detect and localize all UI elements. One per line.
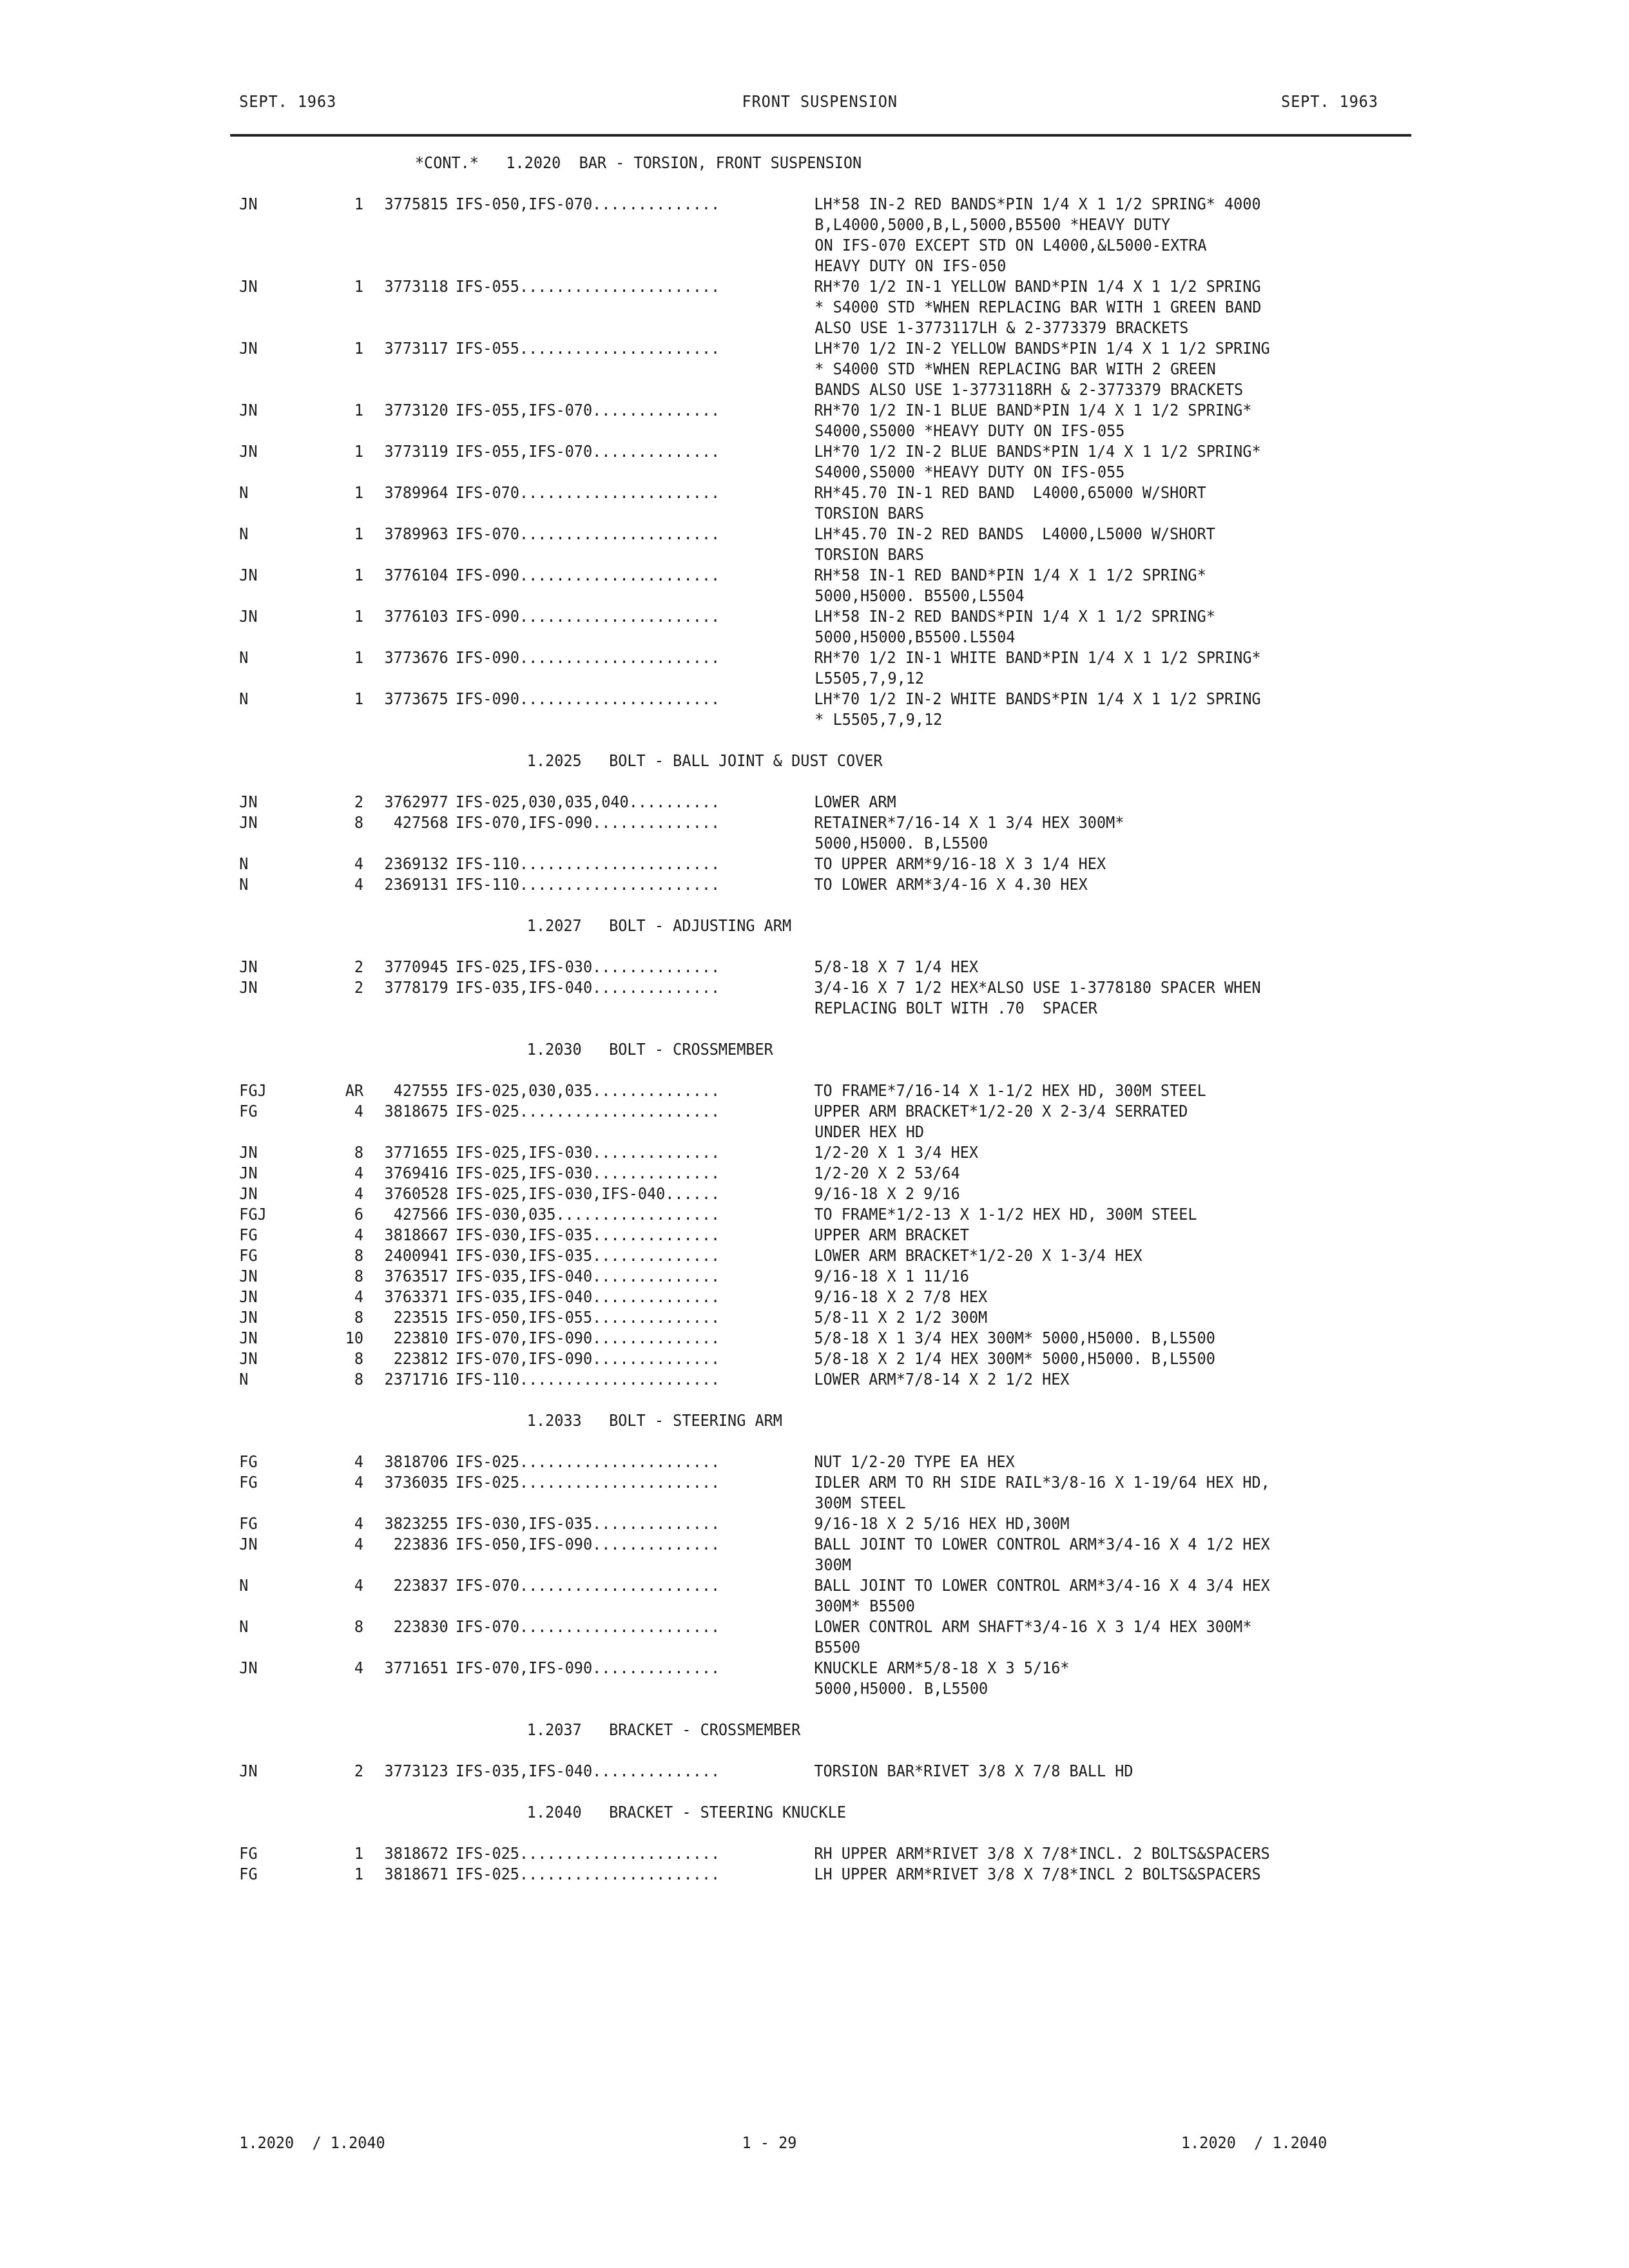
description-continuation: L5505,7,9,12 (815, 669, 925, 687)
model-list: IFS-035,IFS-040.............. (455, 978, 720, 997)
part-description: TO LOWER ARM*3/4-16 X 4.30 HEX (814, 875, 1088, 894)
part-description: 9/16-18 X 2 9/16 (814, 1184, 960, 1203)
part-row (239, 1575, 1596, 1596)
part-number: 223515 (393, 1308, 448, 1327)
part-number: 223810 (393, 1329, 448, 1347)
part-number: 3763517 (384, 1267, 448, 1285)
part-number: 3760528 (384, 1184, 448, 1203)
application-code: JN (239, 1287, 258, 1306)
model-list: IFS-035,IFS-040.............. (455, 1287, 720, 1306)
model-list: IFS-025,IFS-030.............. (455, 1164, 720, 1182)
section-spacer (239, 173, 1596, 194)
quantity: 8 (354, 1246, 363, 1265)
quantity: AR (345, 1081, 363, 1100)
part-number: 3736035 (384, 1473, 448, 1492)
part-row (239, 524, 1596, 544)
model-list: IFS-035,IFS-040.............. (455, 1267, 720, 1285)
parts-list (239, 153, 1596, 1885)
part-number: 223837 (393, 1576, 448, 1595)
part-description: NUT 1/2-20 TYPE EA HEX (814, 1452, 1015, 1471)
quantity: 4 (354, 875, 363, 894)
part-row (239, 194, 1596, 215)
part-number: 3773117 (384, 339, 448, 358)
part-description: TO FRAME*1/2-13 X 1-1/2 HEX HD, 300M STEEL (814, 1205, 1197, 1224)
quantity: 4 (354, 1225, 363, 1244)
part-description: RETAINER*7/16-14 X 1 3/4 HEX 300M* (814, 813, 1124, 832)
application-code: JN (239, 1184, 258, 1203)
application-code: JN (239, 1329, 258, 1347)
section-spacer (239, 1740, 1596, 1761)
part-row (239, 1658, 1596, 1678)
quantity: 1 (354, 277, 363, 296)
part-row (239, 1266, 1596, 1287)
model-list: IFS-070...................... (455, 524, 720, 543)
model-list: IFS-025...................... (455, 1452, 720, 1471)
description-continuation: REPLACING BOLT WITH .70 SPACER (815, 999, 1097, 1017)
part-number: 3776104 (384, 566, 448, 584)
part-row (239, 1204, 1596, 1225)
part-number: 3773120 (384, 401, 448, 419)
description-continuation: 300M STEEL (815, 1494, 906, 1512)
section-spacer (239, 771, 1596, 792)
part-description: 5/8-11 X 2 1/2 300M (814, 1308, 988, 1327)
quantity: 8 (354, 1143, 363, 1162)
quantity: 8 (354, 1349, 363, 1368)
part-description: LH*70 1/2 IN-2 YELLOW BANDS*PIN 1/4 X 1 1/2 SPRING (814, 339, 1270, 358)
part-number: 2371716 (384, 1370, 448, 1389)
part-description: TORSION BAR*RIVET 3/8 X 7/8 BALL HD (814, 1762, 1133, 1780)
part-row (239, 606, 1596, 627)
quantity: 1 (354, 401, 363, 419)
quantity: 1 (354, 648, 363, 667)
part-number: 3789963 (384, 524, 448, 543)
part-description: LOWER ARM*7/8-14 X 2 1/2 HEX (814, 1370, 1070, 1389)
model-list: IFS-055,IFS-070.............. (455, 401, 720, 419)
part-description: 9/16-18 X 2 7/8 HEX (814, 1287, 988, 1306)
part-description: RH*70 1/2 IN-1 BLUE BAND*PIN 1/4 X 1 1/2 SPRING* (814, 401, 1252, 419)
application-code: N (239, 875, 249, 894)
part-number: 3773118 (384, 277, 448, 296)
part-description: 3/4-16 X 7 1/2 HEX*ALSO USE 1-3778180 SPACER WHEN (814, 978, 1261, 997)
section-spacer (239, 730, 1596, 751)
quantity: 8 (354, 1308, 363, 1327)
model-list: IFS-030,IFS-035.............. (455, 1514, 720, 1533)
model-list: IFS-055...................... (455, 277, 720, 296)
part-row (239, 1287, 1596, 1307)
quantity: 8 (354, 1267, 363, 1285)
part-row (239, 1369, 1596, 1390)
application-code: JN (239, 1762, 258, 1780)
section-heading: *CONT.* 1.2020 BAR - TORSION, FRONT SUSPENSION (414, 153, 862, 172)
part-row (239, 1142, 1596, 1163)
section-heading: 1.2037 BRACKET - CROSSMEMBER (526, 1720, 801, 1739)
part-row (239, 400, 1596, 421)
application-code: FG (239, 1246, 258, 1265)
model-list: IFS-070,IFS-090.............. (455, 1329, 720, 1347)
part-number: 2369132 (384, 854, 448, 873)
quantity: 8 (354, 1370, 363, 1389)
application-code: N (239, 689, 249, 708)
part-row (239, 338, 1596, 359)
quantity: 1 (354, 195, 363, 213)
part-row (239, 565, 1596, 586)
description-continuation: 5000,H5000,B5500.L5504 (815, 628, 1016, 646)
quantity: 4 (354, 1576, 363, 1595)
application-code: JN (239, 401, 258, 419)
description-continuation: BANDS ALSO USE 1-3773118RH & 2-3773379 BRACKETS (815, 380, 1244, 399)
quantity: 4 (354, 1514, 363, 1533)
application-code: JN (239, 566, 258, 584)
model-list: IFS-050,IFS-055.............. (455, 1308, 720, 1327)
quantity: 2 (354, 1762, 363, 1780)
application-code: N (239, 524, 249, 543)
section-spacer (239, 895, 1596, 916)
description-continuation: B5500 (815, 1638, 861, 1657)
model-list: IFS-070...................... (455, 1576, 720, 1595)
part-row (239, 1225, 1596, 1245)
application-code: JN (239, 1349, 258, 1368)
part-row (239, 792, 1596, 812)
section-spacer (239, 1060, 1596, 1081)
section-heading: 1.2025 BOLT - BALL JOINT & DUST COVER (526, 751, 883, 770)
model-list: IFS-090...................... (455, 566, 720, 584)
part-description: LH*45.70 IN-2 RED BANDS L4000,L5000 W/SHORT (814, 524, 1215, 543)
part-row (239, 812, 1596, 833)
part-description: BALL JOINT TO LOWER CONTROL ARM*3/4-16 X 4 3/4 HEX (814, 1576, 1270, 1595)
application-code: JN (239, 442, 258, 461)
part-description: LOWER CONTROL ARM SHAFT*3/4-16 X 3 1/4 HEX 300M* (814, 1617, 1252, 1636)
model-list: IFS-055,IFS-070.............. (455, 442, 720, 461)
section-heading: 1.2027 BOLT - ADJUSTING ARM (526, 916, 792, 935)
section-spacer (239, 1782, 1596, 1802)
quantity: 10 (345, 1329, 363, 1347)
model-list: IFS-025...................... (455, 1844, 720, 1863)
part-row (239, 648, 1596, 668)
application-code: JN (239, 957, 258, 976)
description-continuation: 300M* B5500 (815, 1597, 915, 1615)
description-continuation: HEAVY DUTY ON IFS-050 (815, 256, 1007, 275)
application-code: JN (239, 195, 258, 213)
quantity: 4 (354, 1452, 363, 1471)
model-list: IFS-090...................... (455, 607, 720, 626)
part-description: LH UPPER ARM*RIVET 3/8 X 7/8*INCL 2 BOLTS&SPACERS (814, 1865, 1261, 1883)
part-number: 3773675 (384, 689, 448, 708)
application-code: N (239, 854, 249, 873)
part-description: UPPER ARM BRACKET*1/2-20 X 2-3/4 SERRATED (814, 1102, 1188, 1120)
description-continuation: * L5505,7,9,12 (815, 710, 943, 729)
application-code: JN (239, 1308, 258, 1327)
quantity: 4 (354, 1535, 363, 1553)
model-list: IFS-025...................... (455, 1473, 720, 1492)
quantity: 4 (354, 1473, 363, 1492)
part-description: RH*70 1/2 IN-1 WHITE BAND*PIN 1/4 X 1 1/2 SPRING* (814, 648, 1261, 667)
application-code: JN (239, 1658, 258, 1677)
part-row (239, 1349, 1596, 1369)
part-row (239, 483, 1596, 503)
part-number: 3771651 (384, 1658, 448, 1677)
quantity: 1 (354, 566, 363, 584)
part-row (239, 1328, 1596, 1349)
part-number: 3771655 (384, 1143, 448, 1162)
application-code: JN (239, 793, 258, 811)
part-row (239, 441, 1596, 462)
application-code: FGJ (239, 1205, 267, 1224)
quantity: 1 (354, 689, 363, 708)
part-description: LOWER ARM (814, 793, 896, 811)
model-list: IFS-110...................... (455, 1370, 720, 1389)
part-number: 3818671 (384, 1865, 448, 1883)
section-spacer (239, 1431, 1596, 1452)
quantity: 8 (354, 1617, 363, 1636)
part-number: 3770945 (384, 957, 448, 976)
part-description: LOWER ARM BRACKET*1/2-20 X 1-3/4 HEX (814, 1246, 1142, 1265)
part-description: 1/2-20 X 2 53/64 (814, 1164, 960, 1182)
model-list: IFS-025,IFS-030,IFS-040...... (455, 1184, 720, 1203)
model-list: IFS-070,IFS-090.............. (455, 813, 720, 832)
part-number: 3775815 (384, 195, 448, 213)
description-continuation: 5000,H5000. B,L5500 (815, 834, 988, 852)
quantity: 2 (354, 793, 363, 811)
model-list: IFS-025,IFS-030.............. (455, 1143, 720, 1162)
section-heading: 1.2030 BOLT - CROSSMEMBER (526, 1040, 773, 1059)
part-row (239, 874, 1596, 895)
part-number: 223812 (393, 1349, 448, 1368)
application-code: N (239, 483, 249, 502)
application-code: JN (239, 339, 258, 358)
description-continuation: TORSION BARS (815, 545, 925, 564)
description-continuation: UNDER HEX HD (815, 1122, 925, 1141)
header-date-left: SEPT. 1963 (239, 92, 337, 111)
application-code: N (239, 648, 249, 667)
application-code: JN (239, 978, 258, 997)
part-description: TO FRAME*7/16-14 X 1-1/2 HEX HD, 300M STEEL (814, 1081, 1206, 1100)
part-number: 3818672 (384, 1844, 448, 1863)
section-heading: 1.2033 BOLT - STEERING ARM (526, 1411, 782, 1430)
model-list: IFS-030,IFS-035.............. (455, 1225, 720, 1244)
description-continuation: ALSO USE 1-3773117LH & 2-3773379 BRACKETS (815, 318, 1189, 337)
part-number: 2369131 (384, 875, 448, 894)
description-continuation: 5000,H5000. B,L5500 (815, 1679, 988, 1698)
part-row (239, 957, 1596, 977)
part-number: 223836 (393, 1535, 448, 1553)
application-code: FG (239, 1225, 258, 1244)
application-code: FG (239, 1514, 258, 1533)
part-description: 5/8-18 X 7 1/4 HEX (814, 957, 979, 976)
quantity: 4 (354, 1658, 363, 1677)
part-description: 1/2-20 X 1 3/4 HEX (814, 1143, 979, 1162)
quantity: 4 (354, 1184, 363, 1203)
part-number: 3763371 (384, 1287, 448, 1306)
part-description: TO UPPER ARM*9/16-18 X 3 1/4 HEX (814, 854, 1106, 873)
application-code: N (239, 1576, 249, 1595)
quantity: 4 (354, 1102, 363, 1120)
section-spacer (239, 1823, 1596, 1843)
application-code: FG (239, 1102, 258, 1120)
part-number: 3789964 (384, 483, 448, 502)
application-code: JN (239, 1535, 258, 1553)
application-code: FG (239, 1865, 258, 1883)
application-code: JN (239, 1267, 258, 1285)
model-list: IFS-030,IFS-035.............. (455, 1246, 720, 1265)
quantity: 1 (354, 442, 363, 461)
part-row (239, 1081, 1596, 1101)
part-number: 3769416 (384, 1164, 448, 1182)
application-code: JN (239, 607, 258, 626)
part-description: 5/8-18 X 1 3/4 HEX 300M* 5000,H5000. B,L5500 (814, 1329, 1215, 1347)
part-row (239, 1761, 1596, 1782)
part-number: 3823255 (384, 1514, 448, 1533)
quantity: 2 (354, 978, 363, 997)
header-title: FRONT SUSPENSION (742, 92, 898, 111)
part-row (239, 1101, 1596, 1122)
section-spacer (239, 936, 1596, 957)
quantity: 4 (354, 1287, 363, 1306)
part-description: RH*45.70 IN-1 RED BAND L4000,65000 W/SHORT (814, 483, 1206, 502)
model-list: IFS-025,IFS-030.............. (455, 957, 720, 976)
part-row (239, 1472, 1596, 1493)
quantity: 4 (354, 854, 363, 873)
footer-range-right: 1.2020 / 1.2040 (1181, 2133, 1327, 2152)
description-continuation: 300M (815, 1555, 851, 1574)
application-code: JN (239, 1143, 258, 1162)
part-number: 3778179 (384, 978, 448, 997)
model-list: IFS-070,IFS-090.............. (455, 1349, 720, 1368)
model-list: IFS-110...................... (455, 854, 720, 873)
part-description: 5/8-18 X 2 1/4 HEX 300M* 5000,H5000. B,L5500 (814, 1349, 1215, 1368)
model-list: IFS-070...................... (455, 1617, 720, 1636)
model-list: IFS-025,030,035,040.......... (455, 793, 720, 811)
application-code: FG (239, 1473, 258, 1492)
quantity: 1 (354, 1844, 363, 1863)
description-continuation: S4000,S5000 *HEAVY DUTY ON IFS-055 (815, 463, 1125, 481)
part-number: 427568 (393, 813, 448, 832)
part-row (239, 1617, 1596, 1637)
application-code: JN (239, 1164, 258, 1182)
description-continuation: ON IFS-070 EXCEPT STD ON L4000,&L5000-EXTRA (815, 236, 1207, 255)
part-number: 427566 (393, 1205, 448, 1224)
part-description: UPPER ARM BRACKET (814, 1225, 969, 1244)
description-continuation: * S4000 STD *WHEN REPLACING BAR WITH 1 GREEN BAND (815, 298, 1262, 316)
description-continuation: B,L4000,5000,B,L,5000,B5500 *HEAVY DUTY (815, 215, 1171, 234)
description-continuation: TORSION BARS (815, 504, 925, 523)
section-spacer (239, 1699, 1596, 1720)
part-description: IDLER ARM TO RH SIDE RAIL*3/8-16 X 1-19/64 HEX HD, (814, 1473, 1270, 1492)
part-description: 9/16-18 X 2 5/16 HEX HD,300M (814, 1514, 1070, 1533)
part-row (239, 977, 1596, 998)
part-description: BALL JOINT TO LOWER CONTROL ARM*3/4-16 X 4 1/2 HEX (814, 1535, 1270, 1553)
part-row (239, 1514, 1596, 1534)
model-list: IFS-030,035.................. (455, 1205, 720, 1224)
part-description: RH UPPER ARM*RIVET 3/8 X 7/8*INCL. 2 BOLTS&SPACERS (814, 1844, 1270, 1863)
model-list: IFS-025...................... (455, 1102, 720, 1120)
quantity: 1 (354, 607, 363, 626)
part-number: 3762977 (384, 793, 448, 811)
quantity: 8 (354, 813, 363, 832)
application-code: N (239, 1617, 249, 1636)
part-row (239, 1534, 1596, 1555)
model-list: IFS-050,IFS-090.............. (455, 1535, 720, 1553)
model-list: IFS-090...................... (455, 648, 720, 667)
part-description: RH*58 IN-1 RED BAND*PIN 1/4 X 1 1/2 SPRING* (814, 566, 1206, 584)
part-description: 9/16-18 X 1 11/16 (814, 1267, 969, 1285)
application-code: N (239, 1370, 249, 1389)
section-spacer (239, 1019, 1596, 1039)
part-number: 3776103 (384, 607, 448, 626)
quantity: 1 (354, 483, 363, 502)
part-row (239, 1452, 1596, 1472)
part-description: LH*58 IN-2 RED BANDS*PIN 1/4 X 1 1/2 SPRING* 4000 (814, 195, 1261, 213)
section-spacer (239, 1390, 1596, 1410)
application-code: JN (239, 277, 258, 296)
description-continuation: * S4000 STD *WHEN REPLACING BAR WITH 2 GREEN (815, 360, 1216, 378)
model-list: IFS-090...................... (455, 689, 720, 708)
quantity: 1 (354, 524, 363, 543)
header-rule (230, 134, 1411, 137)
section-heading: 1.2040 BRACKET - STEERING KNUCKLE (526, 1803, 846, 1821)
part-row (239, 1864, 1596, 1885)
application-code: FGJ (239, 1081, 267, 1100)
header-date-right: SEPT. 1963 (1281, 92, 1378, 111)
part-row (239, 1184, 1596, 1204)
application-code: FG (239, 1844, 258, 1863)
application-code: FG (239, 1452, 258, 1471)
quantity: 2 (354, 957, 363, 976)
quantity: 1 (354, 339, 363, 358)
part-number: 3773119 (384, 442, 448, 461)
model-list: IFS-055...................... (455, 339, 720, 358)
model-list: IFS-035,IFS-040.............. (455, 1762, 720, 1780)
part-row (239, 1163, 1596, 1184)
model-list: IFS-025,030,035.............. (455, 1081, 720, 1100)
part-number: 3773123 (384, 1762, 448, 1780)
part-row (239, 689, 1596, 709)
part-description: LH*58 IN-2 RED BANDS*PIN 1/4 X 1 1/2 SPRING* (814, 607, 1215, 626)
part-description: RH*70 1/2 IN-1 YELLOW BAND*PIN 1/4 X 1 1/2 SPRING (814, 277, 1261, 296)
quantity: 4 (354, 1164, 363, 1182)
part-row (239, 854, 1596, 874)
model-list: IFS-070...................... (455, 483, 720, 502)
application-code: JN (239, 813, 258, 832)
description-continuation: S4000,S5000 *HEAVY DUTY ON IFS-055 (815, 421, 1125, 440)
model-list: IFS-050,IFS-070.............. (455, 195, 720, 213)
footer-range-left: 1.2020 / 1.2040 (239, 2133, 385, 2152)
part-row (239, 1307, 1596, 1328)
footer-page-number: 1 - 29 (742, 2133, 797, 2152)
quantity: 1 (354, 1865, 363, 1883)
part-row (239, 1245, 1596, 1266)
part-number: 223830 (393, 1617, 448, 1636)
part-description: KNUCKLE ARM*5/8-18 X 3 5/16* (814, 1658, 1070, 1677)
part-number: 427555 (393, 1081, 448, 1100)
quantity: 6 (354, 1205, 363, 1224)
part-number: 2400941 (384, 1246, 448, 1265)
part-number: 3818667 (384, 1225, 448, 1244)
model-list: IFS-070,IFS-090.............. (455, 1658, 720, 1677)
description-continuation: 5000,H5000. B5500,L5504 (815, 586, 1025, 605)
part-description: LH*70 1/2 IN-2 BLUE BANDS*PIN 1/4 X 1 1/2 SPRING* (814, 442, 1261, 461)
part-number: 3818706 (384, 1452, 448, 1471)
model-list: IFS-110...................... (455, 875, 720, 894)
part-number: 3818675 (384, 1102, 448, 1120)
part-row (239, 1843, 1596, 1864)
model-list: IFS-025...................... (455, 1865, 720, 1883)
part-row (239, 276, 1596, 297)
part-description: LH*70 1/2 IN-2 WHITE BANDS*PIN 1/4 X 1 1/2 SPRING (814, 689, 1261, 708)
part-number: 3773676 (384, 648, 448, 667)
